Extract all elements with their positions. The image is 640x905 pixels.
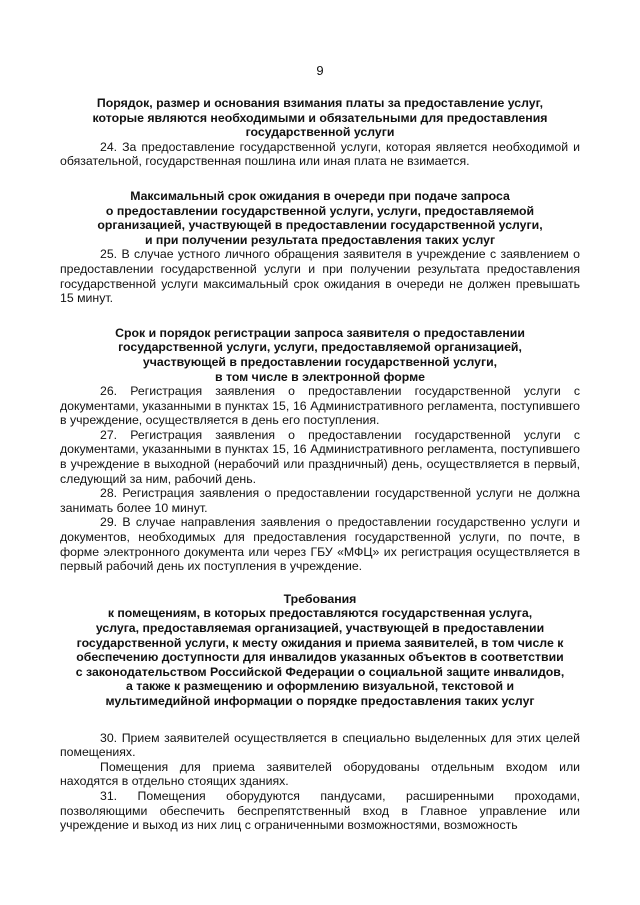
paragraph-24: 24. За предоставление государственной услуги, которая является необходимой и обязательной, государственная пошлина или иная плата не взимается. (60, 139, 580, 169)
heading-line: услуга, предоставляемая организацией, участвующей в предоставлении (95, 621, 545, 635)
paragraph-30: 30. Прием заявителей осуществляется в специально выделенных для этих целей помещениях. (60, 730, 580, 760)
heading-line: к помещениям, в которых предоставляются государственная услуга, (107, 606, 533, 621)
heading-line: Порядок, размер и основания взимания платы за предоставление услуг, (96, 96, 544, 110)
paragraph-28: 28. Регистрация заявления о предоставлении государственной услуги не должна занимать более 10 минут. (60, 486, 580, 515)
heading-line: государственной услуги, услуги, предоставляемой организацией, (118, 340, 522, 355)
heading-line: государственной услуги (245, 125, 395, 140)
paragraph-29: 29. В случае направления заявления о предоставлении государственно услуги и документов, необходимых для предоставления государственной услуги, по почте, в форме электронного документа или через ГБУ «МФЦ» их регистрация осуществляется в первый рабочий день их поступления в учреждение. (60, 515, 580, 574)
heading-line: государственной услуги, к месту ожидания и приема заявителей, в том числе к (76, 635, 564, 650)
paragraph-26: 26. Регистрация заявления о предоставлении государственной услуги с документами, указанными в пунктах 15, 16 Административного регламента, поступившего в учреждение, осуществляется в день его поступления. (60, 384, 580, 428)
paragraph-27: 27. Регистрация заявления о предоставлении государственной услуги с документами, указанными в пунктах 15, 16 Административного регламента, поступившего в учреждение в выходной (нерабочий или праздничный) день, осуществляется в первый, следующий за ним, рабочий день. (60, 427, 580, 486)
heading-line: Требования (283, 591, 357, 606)
section-heading-queue (60, 189, 580, 247)
heading-line: и при получении результата предоставления таких услуг (144, 232, 496, 247)
section-heading-premises (60, 592, 580, 709)
heading-line: в том числе в электронной форме (214, 369, 426, 384)
heading-line: о предоставлении государственной услуги, услуги, предоставляемой (105, 203, 535, 218)
heading-line: организацией, участвующей в предоставлении государственной услуги, (97, 218, 543, 233)
section-heading-registration (60, 326, 580, 384)
heading-line: мультимедийной информации о порядке предоставления таких услуг (105, 693, 535, 708)
paragraph-25: 25. В случае устного личного обращения заявителя в учреждение с заявлением о предоставлении государственной услуги и при получении результата предоставления государственной услуги максимальный срок ожидания в очереди не должен превышать 15 минут. (60, 247, 580, 306)
page-number: 9 (316, 63, 324, 78)
heading-line: участвующей в предоставлении государственной услуги, (142, 354, 498, 369)
heading-line: Срок и порядок регистрации запроса заявителя о предоставлении (115, 325, 525, 340)
heading-line: Максимальный срок ожидания в очереди при подаче запроса (130, 188, 510, 203)
heading-line: с законодательством Российской Федерации о социальной защите инвалидов, (75, 664, 565, 679)
paragraph-30-premises: Помещения для приема заявителей оборудованы отдельным входом или находятся в отдельно стоящих зданиях. (60, 759, 580, 789)
section-heading-fees (60, 96, 580, 140)
document-body (60, 96, 580, 833)
paragraph-31: 31. Помещения оборудуются пандусами, расширенными проходами, позволяющими обеспечить беспрепятственный вход в Главное управление или учреждение и выход из них лиц с ограниченными возможностями, возможность (60, 788, 580, 833)
heading-line: обеспечению доступности для инвалидов указанных объектов в соответствии (76, 650, 564, 665)
heading-line: которые являются необходимыми и обязательными для предоставления (92, 110, 548, 125)
heading-line: а также к размещению и оформлению визуальной, текстовой и (125, 679, 515, 694)
